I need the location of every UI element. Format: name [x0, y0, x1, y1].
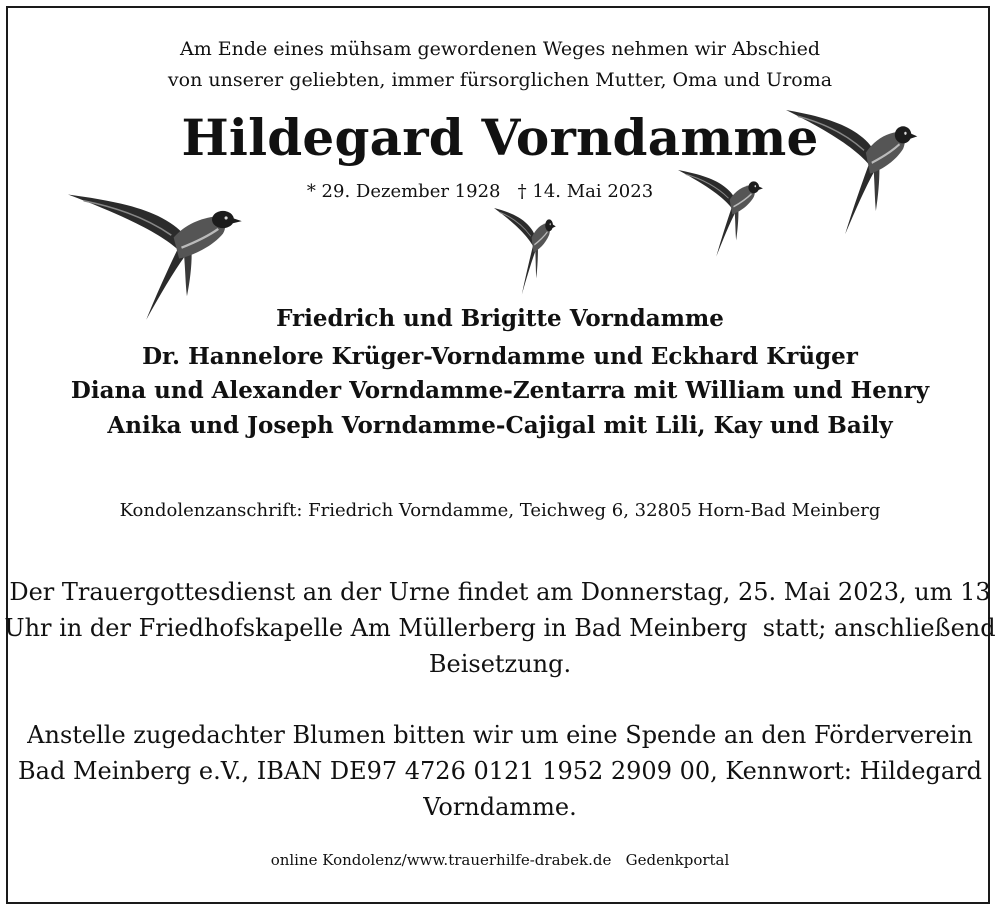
service-line-2: Uhr in der Friedhofskapelle Am Müllerberg in Bad Meinberg statt; anschließend	[4, 614, 996, 642]
donation-line-1: Anstelle zugedachter Blumen bitten wir um eine Spende an den Förderverein	[27, 721, 973, 749]
service-line-1: Der Trauergottesdienst an der Urne findet am Donnerstag, 25. Mai 2023, um 13	[9, 578, 991, 606]
family-line-3: Diana und Alexander Vorndamme-Zentarra mit William und Henry	[70, 377, 930, 404]
condolence-address: Kondolenzanschrift: Friedrich Vorndamme, Teichweg 6, 32805 Horn-Bad Meinberg	[119, 500, 881, 521]
intro-line-1: Am Ende eines mühsam gewordenen Weges nehmen wir Abschied	[179, 38, 821, 60]
footer-links: online Kondolenz/www.trauerhilfe-drabek.de Gedenkportal	[270, 851, 730, 869]
donation-line-3: Vorndamme.	[423, 793, 577, 821]
service-line-3: Beisetzung.	[428, 650, 572, 678]
intro-line-2: von unserer geliebten, immer fürsorglichen Mutter, Oma und Uroma	[167, 69, 833, 91]
family-line-4: Anika und Joseph Vorndamme-Cajigal mit Lili, Kay und Baily	[107, 412, 893, 439]
family-line-2: Dr. Hannelore Krüger-Vorndamme und Eckhard Krüger	[142, 343, 858, 370]
life-dates: * 29. Dezember 1928 † 14. Mai 2023	[306, 181, 654, 202]
donation-line-2: Bad Meinberg e.V., IBAN DE97 4726 0121 1952 2909 00, Kennwort: Hildegard	[18, 757, 982, 785]
swallow-icon	[494, 208, 558, 300]
family-line-1: Friedrich und Brigitte Vorndamme	[276, 305, 724, 332]
deceased-name: Hildegard Vorndamme	[181, 108, 819, 167]
